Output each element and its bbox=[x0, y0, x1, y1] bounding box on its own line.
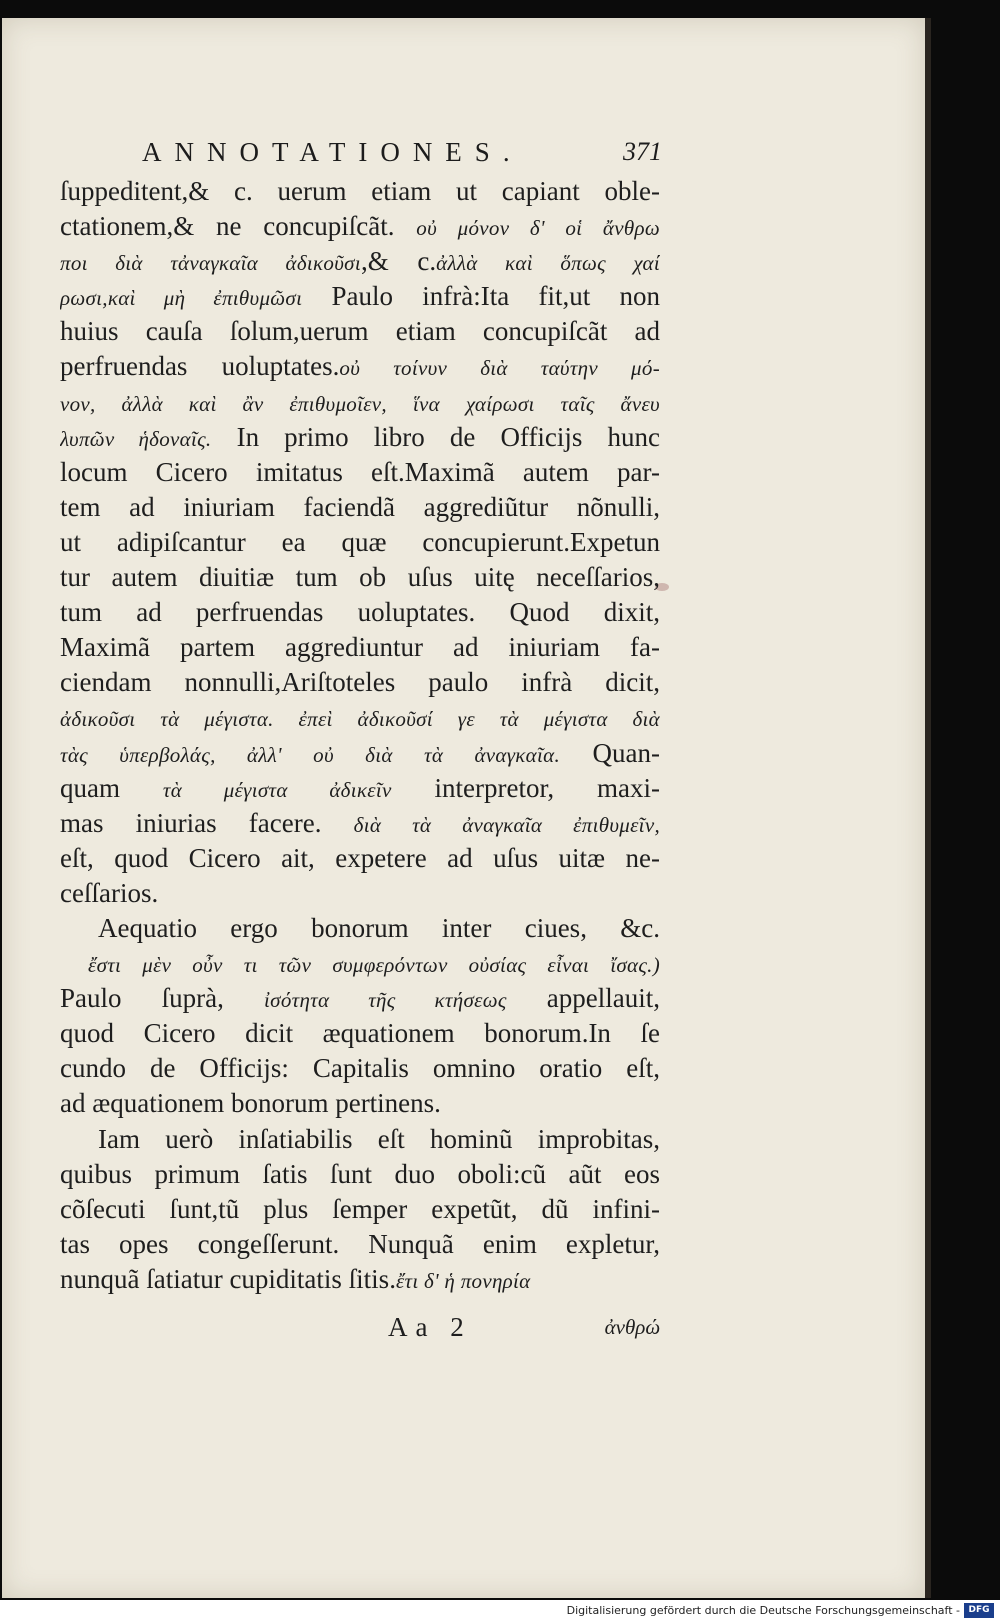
page-edge bbox=[925, 18, 931, 1598]
greek-text: ἀδικοῦσι τὰ μέγιστα. ἐπεὶ ἀδικοῦσί γε τὰ μέγιστα διὰ bbox=[60, 707, 660, 732]
text-line bbox=[60, 525, 660, 560]
text-line bbox=[60, 771, 660, 806]
latin-text: cõſecuti ſunt,tũ plus ſemper expetũt, dũ infini- bbox=[60, 1193, 660, 1224]
text-line bbox=[60, 841, 660, 876]
latin-text: appellauit, bbox=[506, 983, 660, 1014]
latin-text: huius cauſa ſolum,uerum etiam concupiſcãt ad bbox=[60, 316, 660, 347]
page-number: 371 bbox=[623, 137, 662, 166]
page-header bbox=[142, 130, 662, 174]
latin-text: interpretor, maxi- bbox=[391, 772, 660, 803]
latin-text: ciendam nonnulli,Ariſtoteles paulo infrà dicit, bbox=[60, 667, 660, 698]
text-line bbox=[60, 455, 660, 490]
text-line bbox=[60, 1016, 660, 1051]
latin-text: locum Cicero imitatus eſt.Maximã autem par- bbox=[60, 456, 660, 487]
text-line bbox=[60, 314, 660, 349]
latin-text: Iam uerò inſatiabilis eſt hominũ improbitas, bbox=[98, 1123, 660, 1154]
greek-text: τὰς ὑπερβολάς, ἀλλ' οὐ διὰ τὰ ἀναγκαῖα. bbox=[60, 742, 561, 767]
latin-text: ,& c. bbox=[360, 246, 437, 277]
text-line bbox=[60, 911, 660, 946]
text-line bbox=[60, 420, 660, 455]
text-line bbox=[60, 876, 660, 911]
text-line bbox=[60, 1262, 660, 1297]
greek-text: οὐ μόνον δ' οἱ ἄνθρω bbox=[416, 216, 660, 241]
greek-text: τὰ μέγιστα ἀδικεῖν bbox=[162, 777, 392, 802]
greek-text: ρωσι,καὶ μὴ ἐπιθυμῶσι bbox=[60, 286, 303, 311]
text-line bbox=[60, 736, 660, 771]
dfg-logo: DFG bbox=[964, 1603, 994, 1618]
latin-text: mas iniurias facere. bbox=[60, 807, 354, 838]
latin-text: quam bbox=[60, 772, 163, 803]
running-title: ANNOTATIONES. bbox=[142, 137, 523, 167]
latin-text: Quan- bbox=[560, 737, 660, 768]
greek-text: νον, ἀλλὰ καὶ ἂν ἐπιθυμοῖεν, ἵνα χαίρωσι ταῖς ἄνευ bbox=[60, 391, 660, 416]
text-line bbox=[60, 981, 660, 1016]
latin-text: In primo libro de Officijs hunc bbox=[211, 421, 660, 452]
text-line bbox=[60, 385, 660, 420]
text-line bbox=[60, 1122, 660, 1157]
latin-text: Paulo infrà:Ita fit,ut non bbox=[302, 281, 660, 312]
greek-text: ποι διὰ τἀναγκαῖα ἀδικοῦσι bbox=[60, 251, 361, 276]
text-line bbox=[60, 1227, 660, 1262]
latin-text: tem ad iniuriam faciendã aggrediũtur nõnulli, bbox=[60, 491, 660, 522]
latin-text: tum ad perfruendas uoluptates. Quod dixit, bbox=[60, 597, 660, 628]
body-text bbox=[60, 174, 660, 1297]
page-footer bbox=[60, 1307, 660, 1347]
text-line bbox=[60, 595, 660, 630]
latin-text: Paulo ſuprà, bbox=[60, 983, 265, 1014]
latin-text: ctationem,& ne concupiſcãt. bbox=[60, 211, 417, 242]
catchword: ἀνθρώ bbox=[604, 1315, 660, 1339]
latin-text: Aequatio ergo bonorum inter ciues, &c. bbox=[98, 912, 660, 943]
signature-mark: Aa 2 bbox=[388, 1312, 472, 1342]
latin-text: nunquã ſatiatur cupiditatis ſitis. bbox=[60, 1263, 396, 1294]
text-line bbox=[60, 700, 660, 735]
greek-text: ἀλλὰ καὶ ὅπως χαί bbox=[436, 251, 660, 276]
greek-text: διὰ τὰ ἀναγκαῖα ἐπιθυμεῖν, bbox=[353, 812, 660, 837]
latin-text: cundo de Officijs: Capitalis omnino oratio eſt, bbox=[60, 1053, 660, 1084]
text-line bbox=[60, 490, 660, 525]
text-line bbox=[60, 1051, 660, 1086]
latin-text: ut adipiſcantur ea quæ concupierunt.Expetun bbox=[60, 526, 660, 557]
text-line bbox=[60, 349, 660, 384]
text-line bbox=[60, 946, 660, 981]
latin-text: tas opes congeſſerunt. Nunquã enim expletur, bbox=[60, 1228, 660, 1259]
latin-text: ceſſarios. bbox=[60, 877, 159, 908]
greek-text: λυπῶν ἡδοναῖς. bbox=[60, 426, 212, 451]
greek-text: ἰσότητα τῆς κτήσεως bbox=[264, 988, 507, 1013]
latin-text: Maximã partem aggrediuntur ad iniuriam fa- bbox=[60, 632, 660, 663]
latin-text: tur autem diuitiæ tum ob uſus uitę neceſſarios, bbox=[60, 562, 660, 593]
latin-text: ad æquationem bonorum pertinens. bbox=[60, 1088, 441, 1119]
text-line bbox=[60, 560, 660, 595]
dfg-banner-text: Digitalisierung gefördert durch die Deutsche Forschungsgemeinschaft - bbox=[566, 1604, 960, 1617]
text-line bbox=[60, 665, 660, 700]
latin-text: eſt, quod Cicero ait, expetere ad uſus uitæ ne- bbox=[60, 842, 660, 873]
text-line bbox=[60, 174, 660, 209]
text-line bbox=[60, 209, 660, 244]
text-line bbox=[60, 1192, 660, 1227]
latin-text: ſuppeditent,& c. uerum etiam ut capiant oble- bbox=[60, 176, 660, 206]
text-line bbox=[60, 279, 660, 314]
greek-text: ἔτι δ' ἡ πονηρία bbox=[395, 1268, 531, 1293]
text-line bbox=[60, 806, 660, 841]
greek-text: ἔστι μὲν οὖν τι τῶν συμφερόντων οὐσίας εἶναι ἴσας.) bbox=[88, 953, 660, 978]
text-line bbox=[60, 630, 660, 665]
text-line bbox=[60, 1086, 660, 1121]
latin-text: quibus primum ſatis ſunt duo oboli:cũ aũt eos bbox=[60, 1158, 660, 1189]
text-line bbox=[60, 244, 660, 279]
dfg-banner bbox=[0, 1600, 1000, 1621]
latin-text: perfruendas uoluptates. bbox=[60, 351, 340, 382]
text-line bbox=[60, 1157, 660, 1192]
latin-text: quod Cicero dicit æquationem bonorum.In ſe bbox=[60, 1018, 660, 1049]
greek-text: οὐ τοίνυν διὰ ταύτην μό- bbox=[339, 356, 660, 381]
